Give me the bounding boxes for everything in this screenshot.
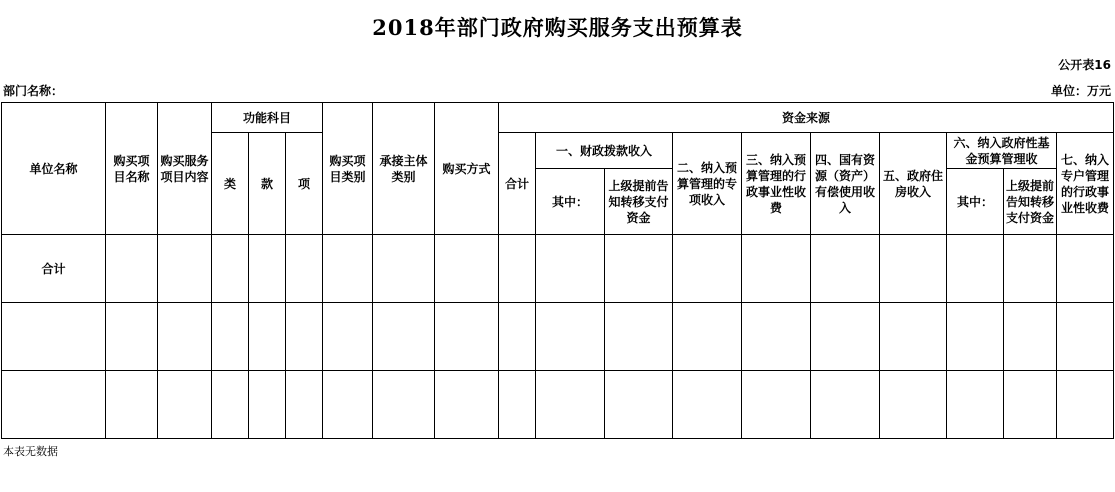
header-state-asset: 四、国有资源（资产）有偿使用收入	[811, 133, 880, 235]
header-among-fiscal: 其中：	[536, 169, 605, 235]
footer-note: 本表无数据	[3, 445, 58, 458]
header-housing: 五、政府住房收入	[880, 133, 947, 235]
header-project-name: 购买项目名称	[106, 103, 158, 235]
header-among-fund: 其中：	[947, 169, 1004, 235]
header-unit-name: 单位名称	[2, 103, 106, 235]
header-fund-source: 资金来源	[499, 103, 1114, 133]
table-row	[2, 303, 1114, 371]
header-transfer-fund: 上级提前告知转移支付资金	[1004, 169, 1057, 235]
header-function-subject: 功能科目	[212, 103, 323, 133]
header-total: 合计	[499, 133, 536, 235]
header-gov-fund: 六、纳入政府性基金预算管理收	[947, 133, 1057, 169]
header-transfer-fiscal: 上级提前告知转移支付资金	[605, 169, 673, 235]
header-kuan: 款	[249, 133, 286, 235]
table-number: 公开表16	[1058, 58, 1111, 72]
header-lei: 类	[212, 133, 249, 235]
header-project-category: 购买项目类别	[323, 103, 373, 235]
table-row	[2, 235, 1114, 303]
header-purchase-method: 购买方式	[435, 103, 499, 235]
header-undertaker-category: 承接主体类别	[373, 103, 435, 235]
unit-label: 单位：万元	[1050, 84, 1111, 98]
row-label	[2, 371, 106, 439]
header-special-income: 二、纳入预算管理的专项收入	[673, 133, 742, 235]
budget-table	[1, 102, 1114, 439]
header-special-account-fee: 七、纳入专户管理的行政事业性收费	[1057, 133, 1114, 235]
table-row	[2, 371, 1114, 439]
row-label: 合计	[2, 235, 106, 303]
header-fiscal-allocation: 一、财政拨款收入	[536, 133, 673, 169]
page-title: 2018年部门政府购买服务支出预算表	[372, 15, 743, 40]
header-service-content: 购买服务项目内容	[158, 103, 212, 235]
row-label	[2, 303, 106, 371]
header-admin-fee: 三、纳入预算管理的行政事业性收费	[742, 133, 811, 235]
header-xiang: 项	[286, 133, 323, 235]
department-label: 部门名称：	[3, 84, 64, 98]
